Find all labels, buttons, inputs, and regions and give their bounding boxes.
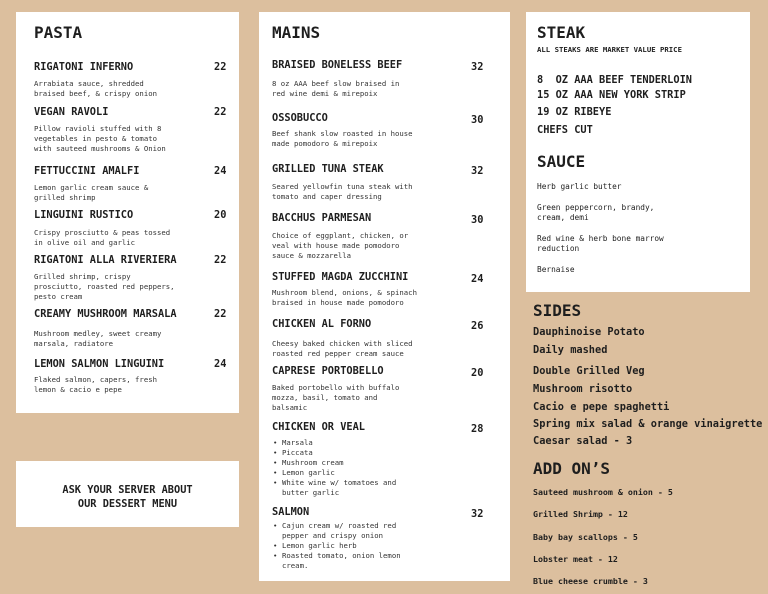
menu-item-description: Flaked salmon, capers, fresh lemon & cacio e pepe — [34, 375, 158, 394]
sides-heading: SIDES — [533, 301, 582, 320]
side-item: Double Grilled Veg — [533, 365, 645, 377]
mains-heading: MAINS — [272, 23, 321, 42]
menu-item-name: CAPRESE PORTOBELLO — [272, 365, 384, 377]
steak-item: 19 OZ RIBEYE — [537, 106, 612, 118]
menu-item-description: Choice of eggplant, chicken, or veal with house made pomodoro sauce & mozzarella — [272, 231, 409, 260]
menu-item-price: 22 — [214, 61, 227, 73]
menu-item-name: CHICKEN AL FORNO — [272, 318, 372, 330]
menu-item-description: 8 oz AAA beef slow braised in red wine demi & mirepoix — [272, 79, 400, 98]
menu-item-description: Beef shank slow roasted in house made pomodoro & mirepoix — [272, 129, 413, 148]
pasta-heading: PASTA — [34, 23, 83, 42]
menu-item-name: OSSOBUCCO — [272, 112, 328, 124]
steak-subtitle: ALL STEAKS ARE MARKET VALUE PRICE — [537, 45, 682, 54]
steak-item: CHEFS CUT — [537, 124, 593, 136]
menu-item-price: 20 — [471, 367, 484, 379]
steak-item: 15 OZ AAA NEW YORK STRIP — [537, 89, 686, 101]
menu-item-description: Mushroom blend, onions, & spinach braised in house made pomodoro — [272, 288, 417, 307]
menu-item-description: Crispy prosciutto & peas tossed in olive oil and garlic — [34, 228, 171, 247]
menu-item-name: CHICKEN OR VEAL — [272, 421, 365, 433]
menu-item-price: 30 — [471, 214, 484, 226]
menu-item-description: Lemon garlic cream sauce & grilled shrimp — [34, 183, 149, 202]
menu-item-price: 22 — [214, 308, 227, 320]
menu-item-price: 32 — [471, 165, 484, 177]
menu-item-description: Cheesy baked chicken with sliced roasted red pepper cream sauce — [272, 339, 413, 358]
menu-item-price: 20 — [214, 209, 227, 221]
menu-item-price: 24 — [471, 273, 484, 285]
menu-item-price: 22 — [214, 254, 227, 266]
menu-item-name: GRILLED TUNA STEAK — [272, 163, 384, 175]
menu-item-price: 32 — [471, 508, 484, 520]
addon-item: Lobster meat - 12 — [533, 554, 618, 564]
option-item: • Piccata — [272, 448, 396, 458]
menu-item-options — [272, 438, 396, 498]
side-item: Caesar salad - 3 — [533, 435, 633, 447]
menu-item-description: Seared yellowfin tuna steak with tomato and caper dressing — [272, 182, 413, 201]
sauce-item: Herb garlic butter — [537, 182, 622, 191]
option-item: • Mushroom cream — [272, 458, 396, 468]
menu-item-name: RIGATONI ALLA RIVERIERA — [34, 254, 177, 266]
addon-item: Grilled Shrimp - 12 — [533, 509, 628, 519]
addon-item: Baby bay scallops - 5 — [533, 532, 638, 542]
addon-item: Blue cheese crumble - 3 — [533, 576, 648, 586]
menu-item-description: Baked portobello with buffalo mozza, basil, tomato and balsamic — [272, 383, 400, 412]
option-item: • Lemon garlic — [272, 468, 396, 478]
menu-item-price: 22 — [214, 106, 227, 118]
side-item: Daily mashed — [533, 344, 608, 356]
side-item: Spring mix salad & orange vinaigrette — [533, 418, 763, 430]
menu-item-name: FETTUCCINI AMALFI — [34, 165, 140, 177]
addon-item: Sauteed mushroom & onion - 5 — [533, 487, 673, 497]
menu-item-name: SALMON — [272, 506, 310, 518]
sauce-item: Green peppercorn, brandy, cream, demi — [537, 203, 655, 222]
side-item: Dauphinoise Potato — [533, 326, 645, 338]
menu-item-description: Arrabiata sauce, shredded braised beef, & crispy onion — [34, 79, 158, 98]
sauce-item: Bernaise — [537, 265, 575, 274]
steak-item: 8 OZ AAA BEEF TENDERLOIN — [537, 74, 692, 86]
option-item: • Lemon garlic herb — [272, 541, 401, 551]
addons-heading: ADD ON’S — [533, 459, 611, 478]
menu-item-name: STUFFED MAGDA ZUCCHINI — [272, 271, 409, 283]
menu-item-options — [272, 521, 401, 571]
menu-item-price: 28 — [471, 423, 484, 435]
menu-item-description: Mushroom medley, sweet creamy marsala, radiatore — [34, 329, 162, 348]
menu-item-price: 24 — [214, 358, 227, 370]
sauce-item: Red wine & herb bone marrow reduction — [537, 234, 664, 253]
option-item: • Marsala — [272, 438, 396, 448]
menu-item-description: Pillow ravioli stuffed with 8 vegetables in pesto & tomato with sauteed mushrooms & Onion — [34, 124, 166, 153]
menu-item-name: LEMON SALMON LINGUINI — [34, 358, 165, 370]
option-item: • Cajun cream w/ roasted red pepper and crispy onion — [272, 521, 401, 541]
sauce-heading: SAUCE — [537, 152, 586, 171]
menu-item-name: BRAISED BONELESS BEEF — [272, 59, 403, 71]
side-item: Cacio e pepe spaghetti — [533, 401, 670, 413]
dessert-note: ASK YOUR SERVER ABOUT OUR DESSERT MENU — [62, 484, 193, 510]
menu-item-name: RIGATONI INFERNO — [34, 61, 134, 73]
menu-item-price: 32 — [471, 61, 484, 73]
side-item: Mushroom risotto — [533, 383, 633, 395]
menu-item-name: LINGUINI RUSTICO — [34, 209, 134, 221]
menu-item-price: 30 — [471, 114, 484, 126]
menu-item-name: VEGAN RAVOLI — [34, 106, 109, 118]
menu-item-price: 26 — [471, 320, 484, 332]
menu-item-description: Grilled shrimp, crispy prosciutto, roasted red peppers, pesto cream — [34, 272, 175, 301]
option-item: • White wine w/ tomatoes and butter garlic — [272, 478, 396, 498]
menu-item-name: BACCHUS PARMESAN — [272, 212, 372, 224]
option-item: • Roasted tomato, onion lemon cream. — [272, 551, 401, 571]
steak-heading: STEAK — [537, 23, 586, 42]
menu-item-name: CREAMY MUSHROOM MARSALA — [34, 308, 177, 320]
menu-item-price: 24 — [214, 165, 227, 177]
